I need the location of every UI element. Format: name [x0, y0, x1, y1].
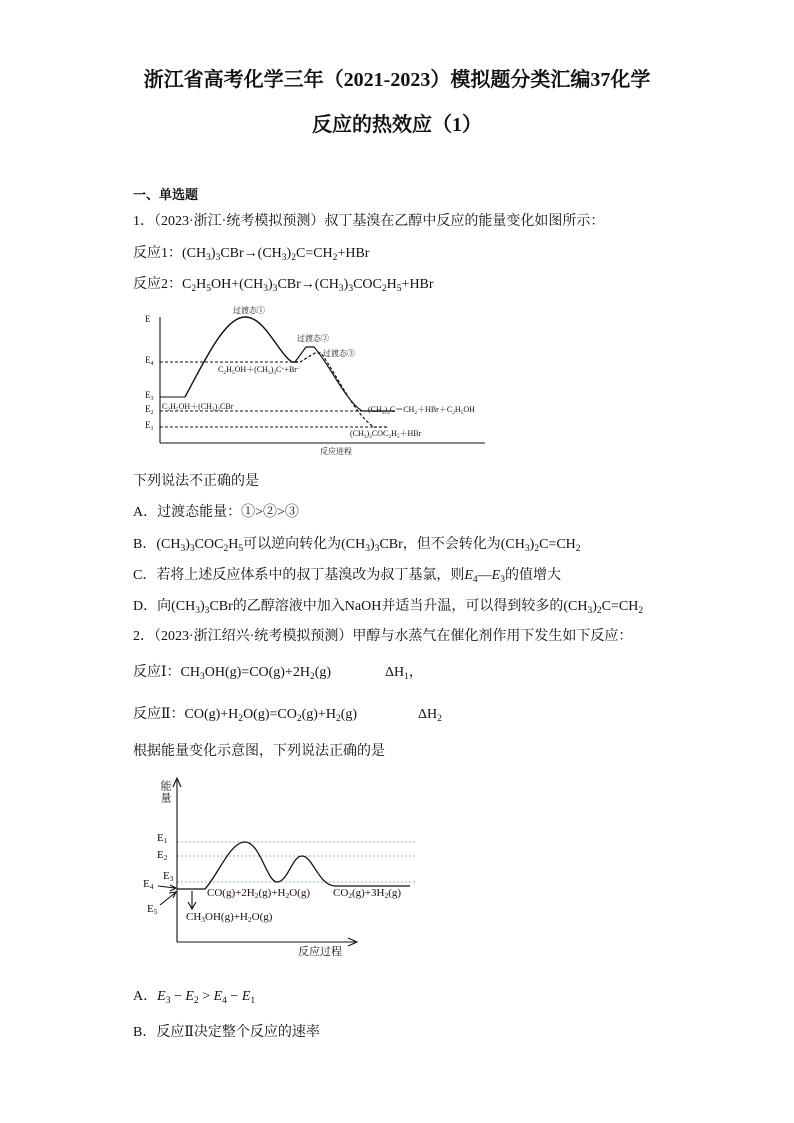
subscript: 2 [167, 406, 171, 413]
text-run: COC [353, 277, 382, 292]
subscript: 4 [149, 882, 154, 892]
text-run: ) [210, 246, 216, 261]
q2-option-a [133, 988, 255, 1006]
q2-products-label [333, 888, 401, 899]
text-run: CBr的乙醇溶液中加入NaOH并适当升温，可以得到较多的(CH [209, 599, 588, 614]
text-run: 反应2：C [133, 277, 192, 292]
text-run: C=CH [601, 599, 639, 614]
subscript: 2 [296, 714, 302, 725]
subscript: 2 [309, 672, 315, 683]
text-run: OH＋(CH [234, 365, 268, 374]
subscript: 2 [638, 606, 644, 617]
q2-reactants-label [186, 912, 272, 923]
text-run: O(g)=CO [243, 707, 297, 722]
subscript: 2 [335, 714, 341, 725]
text-run: CBr，但不会转化为(CH [379, 537, 525, 552]
subscript: 2 [452, 409, 455, 416]
italic-symbol: E [185, 989, 194, 1004]
q2-x-axis-label: 反应过程 [298, 946, 342, 958]
text-run: H [196, 277, 207, 292]
transition-state-1-label: 过渡态① [233, 306, 265, 315]
q1-energy-diagram [140, 305, 510, 460]
q2-stem: 2．（2023·浙江绍兴·统考模拟预测）甲醇与水蒸气在催化剂作用下发生如下反应： [133, 629, 633, 644]
text-run: C=CH [295, 246, 333, 261]
q2-e3-label [163, 871, 173, 882]
subscript: 3 [150, 395, 154, 402]
subscript: 3 [201, 915, 206, 925]
subscript: 3 [281, 253, 287, 264]
q1-x-axis-label: 反应进程 [320, 447, 352, 456]
text-run: ＋HBr [399, 429, 422, 438]
text-run: OH＋(CH [178, 402, 212, 411]
subscript: 1 [250, 996, 256, 1007]
text-run: B．(CH [133, 537, 181, 552]
q1-diagram-graphics [140, 305, 510, 460]
subscript: 5 [238, 544, 244, 555]
text-run: A． [133, 989, 158, 1004]
text-run: ) [268, 277, 273, 292]
q1-e2-label [145, 405, 154, 414]
q1-option-b [133, 536, 581, 554]
subscript: 2 [247, 915, 252, 925]
subscript: 2 [381, 284, 387, 295]
q2-e5-label [147, 904, 157, 915]
text-run: − [226, 989, 242, 1004]
text-run: ΔH [418, 707, 438, 722]
subscript: 2 [191, 284, 197, 295]
subscript: 3 [211, 406, 215, 413]
subscript: 1 [150, 425, 154, 432]
subscript: 4 [222, 996, 227, 1007]
q1-prompt: 下列说法不正确的是 [133, 474, 259, 489]
subscript: 2 [238, 714, 244, 725]
text-run: O(g) [251, 911, 273, 923]
subscript: 3 [206, 253, 211, 264]
subscript: 5 [206, 284, 211, 295]
q2-y-axis-label: 能量 [159, 780, 171, 804]
reactants-label [162, 403, 233, 411]
transition-state-3-curve [300, 353, 388, 427]
text-run: OH(g)+H [205, 911, 248, 923]
text-run: B．反应Ⅱ决定整个反应的速率 [133, 1025, 320, 1040]
text-run: H [391, 429, 397, 438]
subscript: 2 [414, 409, 418, 416]
subscript: 3 [180, 544, 186, 555]
subscript: 2 [575, 544, 581, 555]
q1-e3-label [145, 391, 154, 400]
text-run: ) [529, 537, 535, 552]
page-title-line-1: 浙江省高考化学三年（2021-2023）模拟题分类汇编37化学 [143, 69, 651, 91]
page-title-line-2: 反应的热效应（1） [312, 114, 482, 136]
section-heading: 一、单选题 [133, 187, 199, 202]
q2-reaction-i-equation [133, 664, 331, 682]
text-run: E [157, 832, 164, 844]
subscript: 1 [404, 672, 409, 683]
subscript: 2 [332, 253, 338, 264]
subscript: 3 [524, 544, 530, 555]
text-run: ) [185, 537, 190, 552]
subscript: 2 [596, 606, 602, 617]
text-run: CBr→(CH [277, 277, 339, 292]
text-run: ) [384, 405, 388, 414]
text-run: ＋HBr＋C [417, 405, 453, 414]
e5-pointer-arrow [160, 893, 175, 905]
text-run: C＝CH [389, 405, 415, 414]
q2-diagram-graphics [130, 775, 420, 965]
text-run: E [145, 404, 151, 414]
text-run: OH+(CH [211, 277, 264, 292]
text-run: CBr [220, 402, 234, 411]
text-run: ΔH [385, 665, 405, 680]
text-run: 可以逆向转化为(CH [243, 537, 366, 552]
transition-state-1-curve [185, 317, 301, 397]
subscript: 2 [285, 891, 290, 901]
text-run: ) [214, 402, 218, 411]
subscript: 3 [267, 369, 271, 376]
subscript: 5 [231, 369, 235, 376]
italic-symbol: E [157, 989, 166, 1004]
transition-state-2-label: 过渡态② [297, 334, 329, 343]
text-run: COC [371, 429, 389, 438]
q1-option-c [133, 567, 561, 585]
text-run: CBr→(CH [220, 246, 282, 261]
subscript: 3 [165, 996, 171, 1007]
subscript: 2 [534, 544, 540, 555]
text-run: C=CH [539, 537, 576, 552]
text-run: CO(g)+2H [207, 887, 255, 899]
subscript: 2 [387, 409, 390, 416]
subscript: 3 [217, 406, 221, 413]
text-run: H [454, 405, 461, 414]
italic-symbol: E [491, 568, 501, 583]
text-run: +Br [284, 365, 297, 374]
text-run: +HBr [401, 277, 434, 292]
text-run: COC [194, 537, 224, 552]
subscript: 2 [193, 996, 199, 1007]
subscript: 5 [396, 433, 400, 440]
text-run: E [163, 870, 170, 882]
q1-option-a [133, 504, 299, 522]
text-run: ， [408, 665, 423, 680]
text-run: (g) [314, 665, 332, 680]
q1-e4-label [145, 356, 154, 365]
q2-energy-diagram [130, 775, 420, 965]
subscript: 2 [348, 891, 353, 901]
text-run: ) [592, 599, 597, 614]
text-run: C．若将上述反应体系中的叔丁基溴改为叔丁基氯，则 [133, 568, 465, 583]
q1-e1-label [145, 421, 154, 430]
subscript: 2 [384, 891, 389, 901]
q2-reaction-ii-enthalpy [418, 706, 442, 724]
text-run: CO [333, 887, 349, 899]
q2-intermediate-label [207, 888, 310, 899]
subscript: 3 [348, 284, 354, 295]
text-run: > [198, 989, 214, 1004]
text-run: ) [343, 277, 349, 292]
q2-reaction-ii-equation [133, 706, 357, 724]
subscript: 2 [223, 369, 227, 376]
text-run: OH(g)=CO(g)+2H [204, 665, 310, 680]
subscript: 3 [189, 544, 195, 555]
subscript: 4 [150, 360, 154, 367]
subscript: 3 [587, 606, 593, 617]
text-run: C [162, 402, 168, 411]
subscript: 3 [272, 284, 278, 295]
text-run: +HBr [337, 246, 370, 261]
elimination-product-label [368, 406, 475, 414]
subscript: 3 [365, 544, 370, 555]
superscript: + [281, 365, 285, 372]
text-run: H [228, 537, 239, 552]
subscript: 2 [254, 891, 259, 901]
subscript: 5 [153, 907, 158, 917]
subscript: 3 [273, 369, 277, 376]
subscript: 5 [460, 409, 464, 416]
q2-e4-label [143, 879, 153, 890]
text-run: (CH [350, 429, 364, 438]
subscript: 3 [215, 253, 221, 264]
transition-state-3-label: 过渡态③ [323, 349, 355, 358]
intermediate-label [218, 366, 300, 374]
text-run: 反应Ⅰ：CH [133, 665, 200, 680]
subscript: 2 [437, 714, 442, 725]
text-run: A．过渡态能量：①>②>③ [133, 505, 299, 520]
text-run: ) [366, 429, 370, 438]
q1-y-axis-label: E [145, 314, 151, 324]
q1-stem: 1．（2023·浙江·统考模拟预测）叔丁基溴在乙醇中反应的能量变化如图所示： [133, 214, 605, 229]
q2-prompt: 根据能量变化示意图，下列说法正确的是 [133, 744, 385, 759]
text-run: (g)+H [301, 707, 336, 722]
italic-symbol: E [213, 989, 223, 1004]
subscript: 3 [199, 672, 205, 683]
subscript: 3 [263, 284, 268, 295]
text-run: H [226, 365, 232, 374]
text-run: E [147, 903, 154, 915]
subscript: 3 [500, 575, 505, 586]
italic-symbol: E [241, 989, 251, 1004]
subscript: 4 [472, 575, 478, 586]
subscript: 3 [381, 409, 385, 416]
text-run: E [143, 878, 150, 890]
q1-option-d [133, 598, 643, 616]
q2-reaction-i-enthalpy [385, 664, 423, 682]
text-run: ) [270, 365, 274, 374]
subscript: 3 [169, 874, 174, 884]
text-run: (g) [340, 707, 358, 722]
subscript: 3 [195, 606, 200, 617]
text-run: ) [286, 246, 292, 261]
q1-reaction-1 [133, 245, 369, 263]
italic-symbol: E [464, 568, 473, 583]
subscript: 2 [291, 253, 296, 264]
text-run: H [170, 402, 176, 411]
text-run: OH [463, 405, 475, 414]
subscript: 3 [204, 606, 210, 617]
subscript: 3 [369, 433, 372, 440]
q2-option-b [133, 1024, 320, 1042]
subscript: 5 [396, 284, 402, 295]
subscript: 5 [175, 406, 179, 413]
text-run: CH [186, 911, 202, 923]
text-run: — [477, 568, 492, 583]
subscript: 2 [163, 853, 168, 863]
subscript: 3 [338, 284, 344, 295]
subscript: 3 [363, 433, 367, 440]
text-run: ) [370, 537, 375, 552]
subscript: 2 [150, 409, 154, 416]
subscript: 2 [223, 544, 229, 555]
text-run: E [145, 355, 151, 365]
text-run: H [386, 277, 397, 292]
subscript: 2 [388, 433, 392, 440]
text-run: (g)+3H [352, 887, 385, 899]
text-run: (CH [368, 405, 382, 414]
text-run: C [276, 365, 282, 374]
text-run: E [145, 420, 151, 430]
text-run: (g) [388, 887, 402, 899]
text-run: D．向(CH [133, 599, 196, 614]
text-run: 反应1：(CH [133, 246, 207, 261]
text-run: E [157, 849, 164, 861]
text-run: 的值增大 [505, 568, 561, 583]
subscript: 1 [163, 836, 168, 846]
substitution-product-label [350, 430, 421, 438]
text-run: E [145, 390, 151, 400]
subscript: 3 [374, 544, 380, 555]
q2-e2-label [157, 850, 167, 861]
text-run: ) [200, 599, 205, 614]
text-run: 反应Ⅱ：CO(g)+H [133, 707, 239, 722]
q2-e1-label [157, 833, 167, 844]
superscript: − [296, 365, 301, 372]
text-run: − [170, 989, 186, 1004]
text-run: (g)+H [258, 887, 286, 899]
q1-reaction-2 [133, 276, 434, 294]
text-run: O(g) [289, 887, 310, 899]
text-run: C [218, 365, 224, 374]
